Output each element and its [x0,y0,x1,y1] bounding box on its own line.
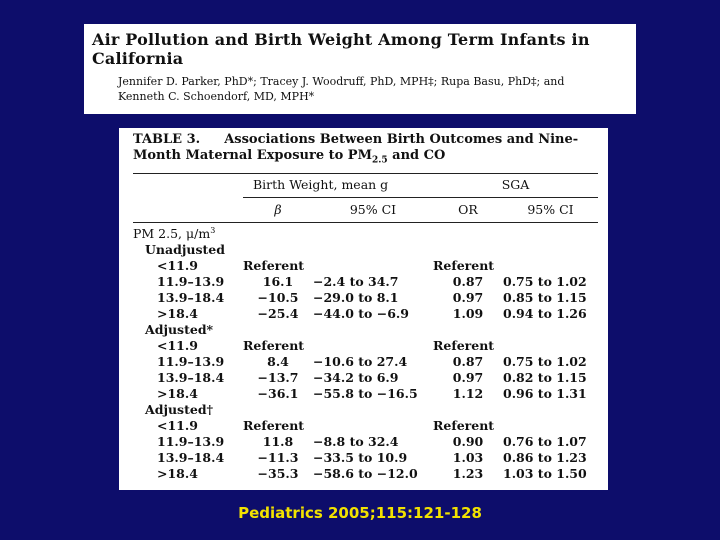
row-ci-cell: −8.8 to 32.4 [313,434,399,450]
table-row [133,466,598,482]
row-ci-cell: −2.4 to 34.7 [313,274,399,290]
table-panel [119,128,608,490]
row-or-cell: 0.87 [452,354,484,370]
table-caption [133,132,598,169]
row-ci2-cell: 1.03 to 1.50 [503,466,587,482]
row-ci-cell: −34.2 to 6.9 [313,370,399,386]
table-row [133,434,598,450]
paper-title-panel [84,24,636,114]
row-ci2-cell: 0.76 to 1.07 [503,434,587,450]
row-ci2-cell [503,258,598,274]
row-or-cell: 0.90 [452,434,484,450]
row-ci2-cell: 0.94 to 1.26 [503,306,587,322]
section-label: Unadjusted [145,242,225,258]
section-header-row [133,322,598,338]
row-range-cell: 13.9–18.4 [157,450,225,466]
row-or-cell: Referent [433,258,495,274]
row-range-cell: 13.9–18.4 [157,290,225,306]
row-beta-cell: −11.3 [257,450,299,466]
table-row [133,290,598,306]
exposure-label-row [133,222,598,242]
row-ci2-cell: 0.75 to 1.02 [503,274,587,290]
row-or-cell: 1.03 [452,450,484,466]
table-caption-line-1: Associations Between Birth Outcomes and Nine- [224,132,579,147]
row-ci-cell [313,258,433,274]
table-row [133,306,598,322]
row-beta-cell: Referent [243,338,305,354]
row-ci2-cell: 0.85 to 1.15 [503,290,587,306]
author-line-1: Jennifer D. Parker, PhD*; Tracey J. Woodruff, PhD, MPH‡; Rupa Basu, PhD‡; and [118,75,565,88]
exposure-label: PM 2.5, $\mu/m^3$ [133,226,216,242]
table-row [133,418,598,434]
header-blank [133,173,243,197]
row-beta-cell: Referent [243,418,305,434]
table-row [133,274,598,290]
row-beta-cell: −10.5 [257,290,299,306]
row-or-cell: 0.97 [452,290,484,306]
row-beta-cell: −36.1 [257,386,299,402]
row-range-cell: <11.9 [157,258,198,274]
row-ci-cell: −58.6 to −12.0 [313,466,418,482]
row-ci-cell: −10.6 to 27.4 [313,354,408,370]
author-list [92,74,628,104]
subheader-ci-bw: 95% CI [313,197,433,222]
row-range-cell: <11.9 [157,418,198,434]
paper-title: Air Pollution and Birth Weight Among Term Infants in California [92,30,590,68]
row-or-cell: 1.12 [452,386,484,402]
results-table [133,173,598,482]
row-ci2-cell: 0.75 to 1.02 [503,354,587,370]
section-header-row [133,242,598,258]
subheader-beta: β [243,197,313,222]
row-range-cell: >18.4 [157,386,198,402]
row-or-cell: 0.97 [452,370,484,386]
table-row [133,370,598,386]
row-beta-cell: Referent [243,258,305,274]
row-or-cell: Referent [433,418,495,434]
row-range-cell: <11.9 [157,338,198,354]
row-beta-cell: −35.3 [257,466,299,482]
table-row [133,354,598,370]
row-range-cell: 13.9–18.4 [157,370,225,386]
table-group-header-row [133,173,598,197]
table-label: TABLE 3. [133,132,201,147]
row-ci-cell [313,418,433,434]
table-row [133,338,598,354]
row-range-cell: 11.9–13.9 [157,274,225,290]
row-or-cell: 0.87 [452,274,484,290]
subheader-ci-sga: 95% CI [503,197,598,222]
header-birth-weight: Birth Weight, mean g [243,173,433,197]
table-row [133,386,598,402]
row-or-cell: Referent [433,338,495,354]
table-row [133,258,598,274]
author-line-2: Kenneth C. Schoendorf, MD, MPH* [118,90,315,103]
subheader-blank [133,197,243,222]
table-row [133,450,598,466]
table-body [133,222,598,482]
row-beta-cell: −25.4 [257,306,299,322]
citation: Pediatrics 2005;115:121-128 [238,504,482,522]
row-ci-cell [313,338,433,354]
row-ci-cell: −44.0 to −6.9 [313,306,409,322]
row-range-cell: 11.9–13.9 [157,354,225,370]
row-ci2-cell [503,418,598,434]
row-beta-cell: 8.4 [267,354,289,370]
row-ci-cell: −55.8 to −16.5 [313,386,418,402]
row-ci2-cell: 0.86 to 1.23 [503,450,587,466]
row-beta-cell: 11.8 [262,434,294,450]
row-range-cell: >18.4 [157,466,198,482]
row-ci2-cell: 0.96 to 1.31 [503,386,587,402]
row-beta-cell: 16.1 [262,274,294,290]
row-ci2-cell: 0.82 to 1.15 [503,370,587,386]
section-label: Adjusted† [145,402,214,418]
row-ci-cell: −29.0 to 8.1 [313,290,399,306]
table-sub-header-row [133,197,598,222]
header-sga: SGA [433,173,598,197]
row-ci-cell: −33.5 to 10.9 [313,450,408,466]
section-label: Adjusted* [145,322,214,338]
table-caption-line-2: Month Maternal Exposure to $PM_{2.5}$ and CO [133,148,446,166]
row-ci2-cell [503,338,598,354]
row-beta-cell: −13.7 [257,370,299,386]
row-or-cell: 1.09 [452,306,484,322]
row-range-cell: 11.9–13.9 [157,434,225,450]
row-range-cell: >18.4 [157,306,198,322]
subheader-or: OR [433,197,503,222]
row-or-cell: 1.23 [452,466,484,482]
section-header-row [133,402,598,418]
